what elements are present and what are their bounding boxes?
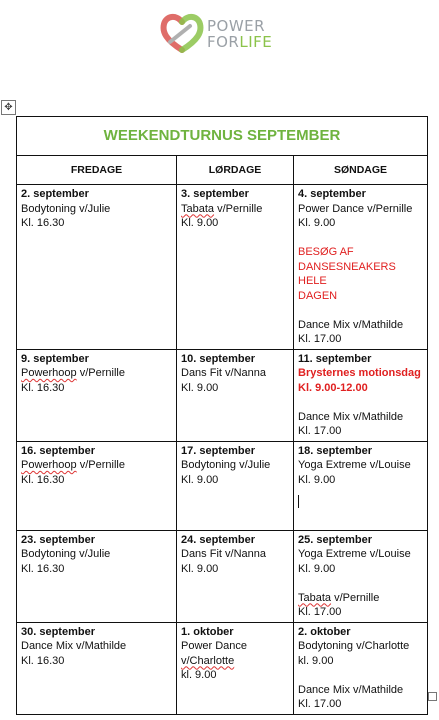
spellcheck-word: Tabata [298,591,332,604]
table-title: WEEKENDTURNUS SEPTEMBER [17,117,428,156]
table-row [17,622,428,714]
column-header-saturdays: LØRDAGE [177,156,294,185]
table-move-handle[interactable]: ✥ [1,100,16,115]
table-row [17,441,428,530]
table-cell[interactable]: 30. september Dance Mix v/Mathilde Kl. 16.30 [17,622,177,714]
text-cursor [298,495,299,508]
power-for-life-logo [160,12,280,58]
table-cell[interactable]: 2. september Bodytoning v/Julie Kl. 16.30 [17,185,177,350]
table-cell[interactable]: 10. september Dans Fit v/Nanna Kl. 9.00 [177,349,294,441]
heart-logo-icon [160,12,206,54]
table-row [17,530,428,622]
table-row [17,349,428,441]
spellcheck-word: Powerhoop [21,459,77,471]
table-cell[interactable]: 9. september Powerhoop v/Pernille Kl. 16.30 [17,349,177,441]
table-cell[interactable]: 4. september Power Dance v/Pernille Kl. 9.00 BESØG AF DANSESNEAKERS HELE DAGEN Dance Mix v/Mathilde Kl. 17.00 [294,185,428,350]
table-resize-handle[interactable] [428,692,437,701]
table-cell[interactable]: 2. oktober Bodytoning v/Charlotte kl. 9.00 Dance Mix v/Mathilde Kl. 17.00 [294,622,428,714]
table-cell[interactable]: 24. september Dans Fit v/Nanna Kl. 9.00 [177,530,294,622]
table-cell[interactable]: 16. september Powerhoop v/Pernille Kl. 16.30 [17,441,177,530]
spellcheck-word: v/Charlotte [181,654,235,667]
table-cell[interactable]: 25. september Yoga Extreme v/Louise Kl. 9.00 Tabata v/Pernille Kl. 17.00 [294,530,428,622]
column-header-sundays: SØNDAGE [294,156,428,185]
table-cell[interactable]: 17. september Bodytoning v/Julie Kl. 9.00 [177,441,294,530]
table-cell[interactable]: 23. september Bodytoning v/Julie Kl. 16.30 [17,530,177,622]
schedule-table [16,116,428,715]
table-cell[interactable]: 3. september Tabata v/Pernille Kl. 9.00 [177,185,294,350]
spellcheck-word: Powerhoop [21,367,77,379]
table-cell[interactable]: 1. oktober Power Dance v/Charlotte kl. 9.00 [177,622,294,714]
column-header-fridays: FREDAGE [17,156,177,185]
table-row [17,185,428,350]
spellcheck-word: Tabata [181,202,215,215]
table-cell[interactable]: 18. september Yoga Extreme v/Louise Kl. 9.00 [294,441,428,530]
table-cell[interactable]: 11. september Brysternes motionsdag Kl. 9.00-12.00 Dance Mix v/Mathilde Kl. 17.00 [294,349,428,441]
logo-wordmark: POWER FORLIFE [207,17,273,51]
